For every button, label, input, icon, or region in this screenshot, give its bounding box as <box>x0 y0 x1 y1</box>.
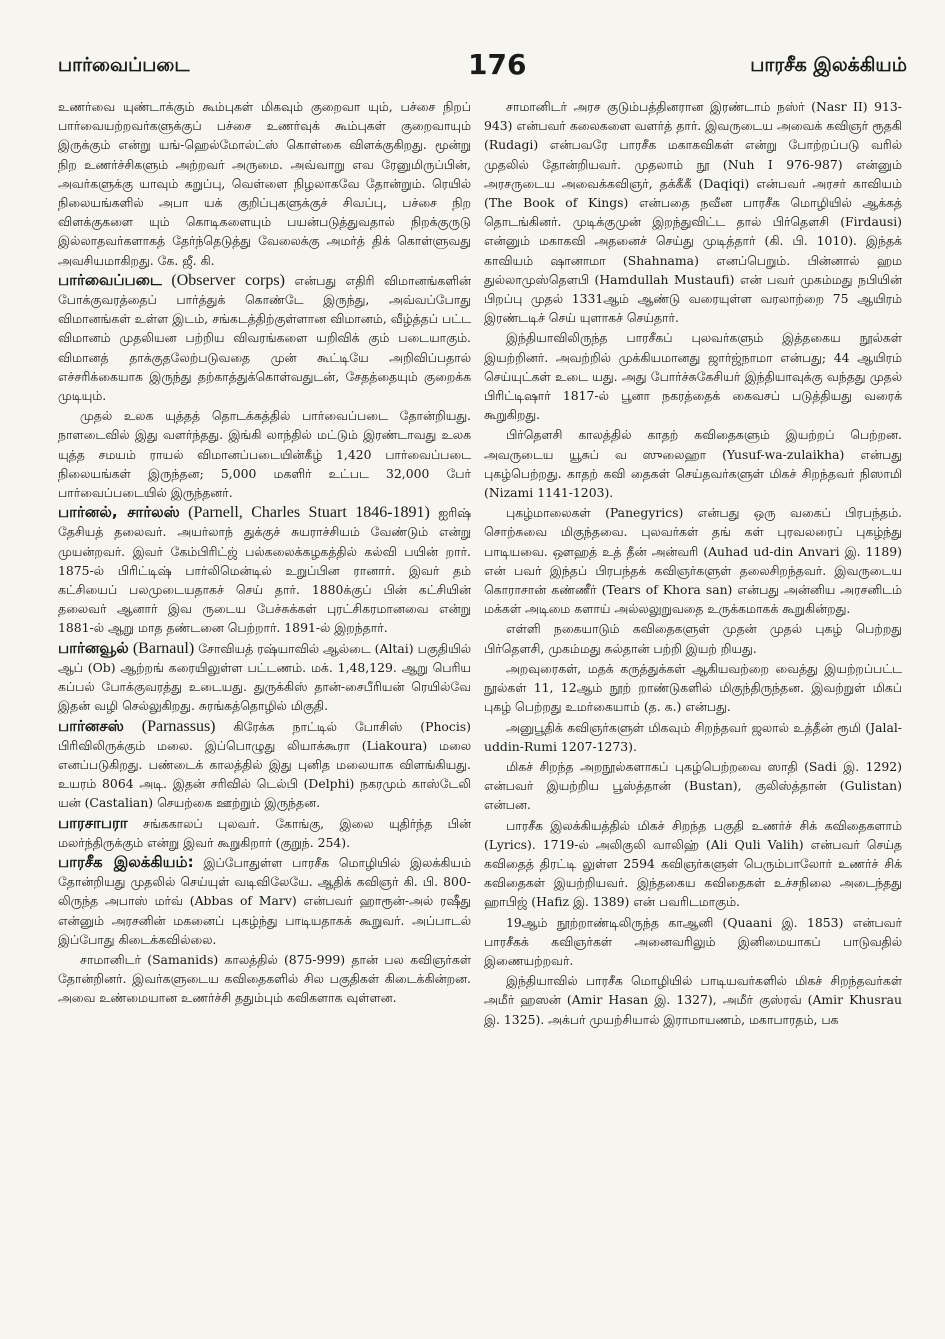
entry-paragraph <box>484 913 902 971</box>
entry-text: இப்போதுள்ள பாரசீக மொழியில் இலக்கியம் தோன்றியது முதலில் செய்யுள் வடிவிலேயே. ஆதிக் கவிஞர் கி. பி. 800-லிருந்த அபாஸ் மர்வ் (Abbas of Marv) என்பவர் ஹாரூன்-அல் ரஷீது என்னும் அரசனின் மகனைப் புகழ்ந்து பாடியதாகக் கூறுவர். அப்பாடல் இப்போது கிடைக்கவில்லை. <box>58 854 471 947</box>
entry-text: புகழ்மாலைகள் (Panegyrics) என்பது ஒரு வகைப் பிரபந்தம். சொற்சுவை மிகுந்தவை. புலவர்கள் தங் கள் புரவலரைப் புகழ்ந்து பாடியவை. ஔஹத் உத் தீன் அன்வரி (Auhad ud-din Anvari இ. 1189) என் பவர் இந்தப் பிரபந்தக் கவிஞர்களுள் தலைசிறந்தவர். இவருடைய கொராசான் கண்ணீர் (Tears of Khora san) என்பது அன்னிய அரசனிடம் மக்கள் அடிமை களாய் அல்லலுறுவதை உருக்கமாகக் கூறுகின்றது. <box>484 505 902 617</box>
entry-text: சோவியத் ரஷ்யாவில் ஆல்டை (Altai) பகுதியில் ஆப் (Ob) ஆற்றங் கரையிலுள்ள பட்டணம். மக். 1,48,129. ஆறு பெரிய கப்பல் போக்குவரத்து உடையது. துருக்கிஸ் தான்-சைபீரியன் ரெயில்வே இதன் வழி செல்லுகிறது. சுரங்கத்தொழில் மிகுதி. <box>58 640 471 714</box>
entry-text: சாமானிடர் (Samanids) காலத்தில் (875-999) தான் பல கவிஞர்கள் தோன்றினர். இவர்களுடைய கவிதைகளில் சில பகுதிகள் கிடைக்கின்றன. அவை உண்மையான உணர்ச்சி ததும்பும் கவிகளாக வுள்ளன. <box>58 951 471 1006</box>
entry-latin-name: (Parnell, Charles Stuart 1846-1891) <box>188 504 430 522</box>
entry-headword: பாரசாபரா <box>58 813 128 832</box>
entry-text: பிர்தௌசி காலத்தில் காதற் கவிதைகளும் இயற்றப் பெற்றன. அவருடைய யூசுப் வ ஸுலைஹா (Yusuf-wa-zulaikha) என்பது புகழ்பெற்றது. காதற் கவி தைகள் செய்தவர்களுள் மிகச் சிறந்தவர் நிஸாமி (Nizami 1141-1203). <box>484 427 902 501</box>
entry-headword: பார்னவூல் <box>58 638 129 657</box>
entry-text: எள்ளி நகையாடும் கவிதைகளுள் முதன் முதல் புகழ் பெற்றது பிர்தௌசி, முகம்மது சுல்தான் பற்றி இயற் றியது. <box>484 621 902 656</box>
entry-paragraph <box>484 328 902 424</box>
entry-latin-name: (Observer corps) <box>171 271 285 289</box>
header-left-title: பார்வைப்படை <box>58 54 190 76</box>
entry-paragraph <box>58 271 471 405</box>
entry-paragraph <box>58 503 471 637</box>
entry-text: இந்தியாவில் பாரசீக மொழியில் பாடியவர்களில் மிகச் சிறந்தவர்கள் அமீர் ஹஸன் (Amir Hasan இ. 1327), அமீர் குஸ்ரவ் (Amir Khusrau இ. 1325). அக்பர் முயற்சியால் இராமாயணம், மகாபாரதம், பக <box>484 973 902 1027</box>
entry-paragraph <box>484 97 902 327</box>
entry-paragraph <box>58 950 471 1008</box>
header-right-title: பாரசீக இலக்கியம் <box>750 54 907 76</box>
entry-paragraph <box>484 425 902 502</box>
entry-text: உணர்வை யுண்டாக்கும் கூம்புகள் மிகவும் குறைவா யும், பச்சை நிறப் பார்வையற்றவர்களுக்குப் பச்சை உணர்வுக் கூம்புகள் குறைவாயும் இருக்கும் என்று யங்-ஹெல்மோல்ட்ஸ் கொள்கை விளக்குகிறது. மூன்று நிற உணர்ச்சிகளும் அற்றவர் அருமை. அவ்வாறு எவ ரேனுமிருப்பின், அவர்களுக்கு யாவும் கறுப்பு, வெள்ளை நிழலாகவே தோன்றும். ரெயில் நிலையங்களில் அபா யக் குறிப்புகளுக்குச் சிவப்பு, பச்சை நிற விளக்குகளை யும் கொடிகளையும் பயன்படுத்துவதால் நிறக்குருடு இல்லாதவர்களாகத் தேர்ந்தெடுத்து வேலைக்கு அமர்த் திக் கொள்ளுவது அவசியமாகிறது. கே. ஜீ. கி. <box>58 99 471 268</box>
entry-headword: பார்னசஸ் <box>58 716 124 735</box>
entry-latin-name: (Parnassus) <box>141 717 216 735</box>
entry-paragraph <box>484 757 902 815</box>
entry-text: சாமானிடர் அரச குடும்பத்தினரான இரண்டாம் நஸ்ர் (Nasr II) 913-943) என்பவர் கலைகளை வளர்த் தார். இவருடைய அவைக் கவிஞர் ரூதகி (Rudagi) என்பவரே பாரசீக மகாகவிகள் என்று போற்றப்படு வரில் முதலில் தோன்றியவர். முதலாம் நூ (Nuh I 976-987) என்னும் அரசருடைய அவைக்கவிஞர், தக்கீகீ (Daqiqi) என்பவர் அரசர் காவியம் (The Book of Kings) என்பதை நவீன பாரசீக மொழியில் ஆக்கத் தொடங்கினர். முடிக்குமுன் இறந்துவிட்ட தால் பிர்தௌசி (Firdausi) என்னும் மகாகவி அதனைச் செய்து முடித்தார் (கி. பி. 1010). இந்தக் காவியம் ஷானாமா (Shahnama) எனப்பெறும். பின்னால் ஹம துல்லாமுஸ்தௌபி (Hamdullah Mustaufi) என் பவர் முகம்மது நபியின் பிறப்பு முதல் 1331ஆம் ஆண்டு வரையுள்ள வரலாற்றை 75 ஆயிரம் இரண்டடிச் செய் யுளாகச் செய்தார். <box>484 99 902 326</box>
entry-headword: பார்னல், சார்லஸ் <box>58 503 180 522</box>
entry-text: இந்தியாவிலிருந்த பாரசீகப் புலவர்களும் இத்தகைய நூல்கள் இயற்றினர். அவற்றில் முக்கியமானது ஜார்ஜ்நாமா என்பது; 44 ஆயிரம் செய்யுட்கள் உடை யது. அது போர்ச்சுகேசியர் இந்தியாவுக்கு வந்தது முதல் பிரிட்டிஷார் 1817-ல் பூனா நகரத்தைக் கைவசப் படுத்தியது வரைக் கூறுகிறது. <box>484 330 902 423</box>
entry-text: ஐரிஷ் தேசியத் தலைவர். அயர்லாந் துக்குச் சுயராச்சியம் வேண்டும் என்று முயன்றவர். இவர் கேம்பிரிட்ஜ் பல்கலைக்கழகத்தில் கல்வி பயின் றார். 1875-ல் பிரிட்டிஷ் பார்லிமென்டில் உறுப்பின ரானார். இவர் தம் கட்சியைப் பலமுடையதாகச் செய் தார். 1880க்குப் பின் கட்சியின் தலைவர் ஆனார் இவ ருடைய பேச்சுக்கள் புரட்சிகரமானவை என்று 1881-ல் ஆறு மாத தண்டனை பெற்றார். 1891-ல் இறந்தார். <box>58 505 471 636</box>
entry-paragraph <box>58 639 471 716</box>
entry-text: பாரசீக இலக்கியத்தில் மிகச் சிறந்த பகுதி உணர்ச் சிக் கவிதைகளாம் (Lyrics). 1719-ல் அலிகுலி வாலிஹ் (Ali Quli Valih) என்பவர் செய்த கவிதைத் திரட்டி லுள்ள 2594 கவிஞர்களுள் பெரும்பாலோர் உணர்ச் சிக் கவிதைகள் இயற்றியவர். இந்தகைய கவிதைகள் உச்சநிலை அடைந்தது ஹாபிஜ் (Hafiz இ. 1389) என் பவரிடமாகும். <box>484 817 902 910</box>
entry-paragraph <box>484 718 902 756</box>
entry-paragraph <box>58 853 471 949</box>
entry-paragraph <box>484 971 902 1029</box>
right-column <box>484 97 902 1312</box>
entry-headword: பாரசீக இலக்கியம்: <box>58 852 194 871</box>
left-column <box>58 97 471 1312</box>
entry-paragraph <box>58 717 471 813</box>
entry-text: 19ஆம் நூற்றாண்டிலிருந்த காஆனி (Quaani இ. 1853) என்பவர் பாரசீகக் கவிஞர்கள் அனைவரிலும் இனிமையாகப் பாடுவதில் இணையற்றவர். <box>484 914 902 968</box>
entry-paragraph <box>58 406 471 502</box>
entry-paragraph <box>484 619 902 657</box>
entry-text: அனுபூதிக் கவிஞர்களுள் மிகவும் சிறந்தவர் ஜலால் உத்தீன் ரூமி (Jalal-uddin-Rumi 1207-1273). <box>484 719 902 754</box>
entry-text: அறவுரைகள், மதக் கருத்துக்கள் ஆகியவற்றை வைத்து இயற்றப்பட்ட நூல்கள் 11, 12ஆம் நூற் றாண்டுகளில் மிகுந்திருந்தன. இவற்றுள் மிகப் புகழ் பெற்றது உமர்கையாம் (த. க.) என்பது. <box>484 660 902 715</box>
entry-headword: பார்வைப்படை <box>58 270 162 289</box>
entry-paragraph <box>484 659 902 717</box>
entry-paragraph <box>58 814 471 852</box>
entry-paragraph <box>484 816 902 912</box>
page-number: 176 <box>468 48 527 81</box>
entry-paragraph <box>58 97 471 270</box>
entry-paragraph <box>484 503 902 618</box>
entry-text: சங்ககாலப் புலவர். கோங்கு, இலை யுதிர்ந்த பின் மலர்ந்திருக்கும் என்று இவர் கூறுகிறார் (குறுந். 254). <box>58 815 471 850</box>
entry-text: மிகச் சிறந்த அறநூல்களாகப் புகழ்பெற்றவை ஸாதி (Sadi இ. 1292) என்பவர் இயற்றிய பூஸ்த்தான் (Bustan), குலிஸ்த்தான் (Gulistan) என்பன. <box>484 758 902 813</box>
entry-text: என்பது எதிரி விமானங்களின் போக்குவரத்தைப் பார்த்துக் கொண்டே இருந்து, அவ்வப்போது விமானங்கள் உள்ள இடம், சங்கடத்திற்குள்ளான விமானம், வீழ்த்தப் பட்ட விமானம் முதலியன பற்றிய விவரங்களை யறிவிக் கும் படையாகும். விமானத் தாக்குதலேற்படுவதை முன் கூட்டியே அறிவிப்பதால் எச்சரிக்கையாக இருந்து தற்காத்துக்கொள்வதுடன், சேதத்தையும் குறைக்க முடியும். <box>58 272 471 404</box>
entry-text: முதல் உலக யுத்தத் தொடக்கத்தில் பார்வைப்படை தோன்றியது. நாளடைவில் இது வளர்ந்தது. இங்கி லாந்தில் மட்டும் இரண்டாவது உலக யுத்த சமயம் ராயல் விமானப்படையின்கீழ் 1,420 பார்வைப்படை நிலையங்கள் இருந்தன; 5,000 மகளிர் உட்பட 32,000 பேர் பார்வைப்படையில் இருந்தனர். <box>58 408 471 501</box>
entry-latin-name: (Barnaul) <box>132 639 195 657</box>
running-header <box>58 50 907 90</box>
entry-text: கிரேக்க நாட்டில் போசிஸ் (Phocis) பிரிவிலிருக்கும் மலை. இப்பொழுது லியாக்கூரா (Liakoura) மலை எனப்படுகிறது. பண்டைக் காலத்தில் இது புனித மலையாக விளங்கியது. உயரம் 8064 அடி. இதன் சரிவில் டெல்பி (Delphi) நகரமும் காஸ்டேலி யன் (Castalian) செயற்கை ஊற்றும் இருந்தன. <box>58 718 471 811</box>
